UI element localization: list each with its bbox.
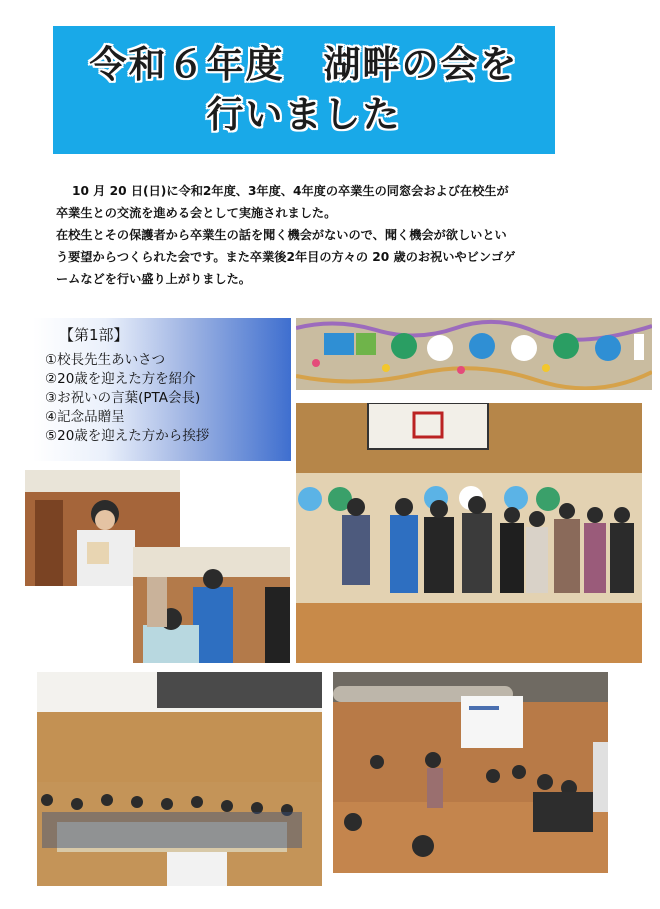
program-item: ②20歳を迎えた方を紹介: [45, 371, 196, 387]
program-item: ⑤20歳を迎えた方から挨拶: [45, 428, 210, 444]
title-line-1: 令和６年度 湖畔の会を: [89, 43, 519, 86]
banner-photo: [296, 318, 652, 390]
bingo-photo: [37, 672, 322, 886]
program-item: ④記念品贈呈: [45, 409, 125, 425]
intro-line-2: 卒業生との交流を進める会として実施されました。: [56, 206, 337, 220]
program-item: ①校長先生あいさつ: [45, 352, 166, 368]
program-title: 【第1部】: [59, 326, 129, 344]
intro-line-1: 10 月 20 日(日)に令和2年度、3年度、4年度の卒業生の同窓会および在校生が: [72, 184, 509, 198]
gift-photo: [133, 547, 290, 663]
talk-photo: [333, 672, 608, 873]
title-line-2: 行いました: [206, 93, 402, 136]
intro-text: [56, 180, 626, 290]
intro-line-3: 在校生とその保護者から卒業生の話を聞く機会がないので、聞く機会が欲しいとい: [56, 228, 507, 242]
program-item: ③お祝いの言葉(PTA会長): [45, 390, 201, 406]
group-photo: [296, 403, 642, 663]
intro-line-5: ームなどを行い盛り上がりました。: [56, 272, 251, 286]
title-banner: [53, 26, 555, 154]
intro-line-4: う要望からつくられた会です。また卒業後2年目の方々の 20 歳のお祝いやビンゴゲ: [56, 250, 516, 264]
program-box: [33, 318, 291, 461]
